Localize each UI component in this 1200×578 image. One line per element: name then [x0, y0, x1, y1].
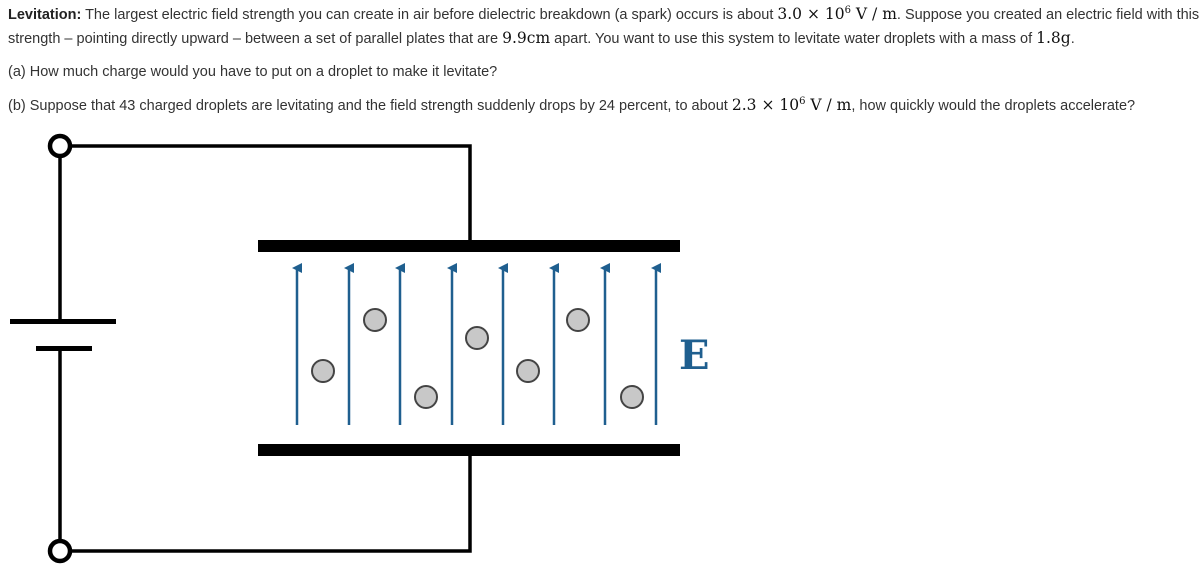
bottom-plate [258, 444, 680, 456]
battery-symbol [10, 319, 116, 351]
intro-text-3: strength – pointing directly upward – between a set of parallel plates that are [8, 31, 503, 47]
intro-text-4: apart. You want to use this system to levitate water droplets with a mass of [550, 31, 1037, 47]
droplet-mass: 1.8g [1036, 29, 1071, 47]
battery-long-plate [10, 319, 116, 324]
top-plate [258, 240, 680, 252]
droplet-4 [466, 327, 488, 349]
max-field-exponent: 6 [844, 4, 851, 16]
droplet-1 [312, 360, 334, 382]
bottom-terminal [50, 541, 70, 561]
problem-title: Levitation: [8, 7, 82, 23]
battery-short-plate [36, 346, 92, 351]
droplet-2 [364, 309, 386, 331]
bottom-wire [60, 452, 470, 551]
plate-separation: 9.9cm [502, 29, 551, 47]
intro-text-2: . Suppose you created an electric field with this [896, 7, 1200, 23]
top-terminal [50, 136, 70, 156]
droplet-7 [621, 386, 643, 408]
new-field-exponent: 6 [799, 95, 806, 107]
max-field-mantissa: 3.0 × 10 [777, 5, 845, 23]
water-droplets [312, 309, 643, 408]
intro-text-end: . [1070, 31, 1075, 47]
droplet-5 [517, 360, 539, 382]
top-wire [60, 146, 470, 242]
circuit-wiring [60, 146, 470, 551]
question-b-text-1: (b) Suppose that 43 charged droplets are levitating and the field strength suddenly drops by 24 percent, to about [8, 98, 732, 114]
question-b-text-2: , how quickly would the droplets accelerate? [851, 98, 1136, 114]
field-label: E [679, 332, 710, 379]
droplet-3 [415, 386, 437, 408]
new-field-mantissa: 2.3 × 10 [731, 96, 800, 114]
question-a: (a) How much charge would you have to put on a droplet to make it levitate? [8, 64, 498, 80]
intro-text-1: The largest electric field strength you can create in air before dielectric breakdown (a spark) occurs is about [81, 7, 778, 23]
droplet-6 [567, 309, 589, 331]
max-field-unit: V / m [855, 5, 897, 23]
new-field-unit: V / m [810, 96, 852, 114]
